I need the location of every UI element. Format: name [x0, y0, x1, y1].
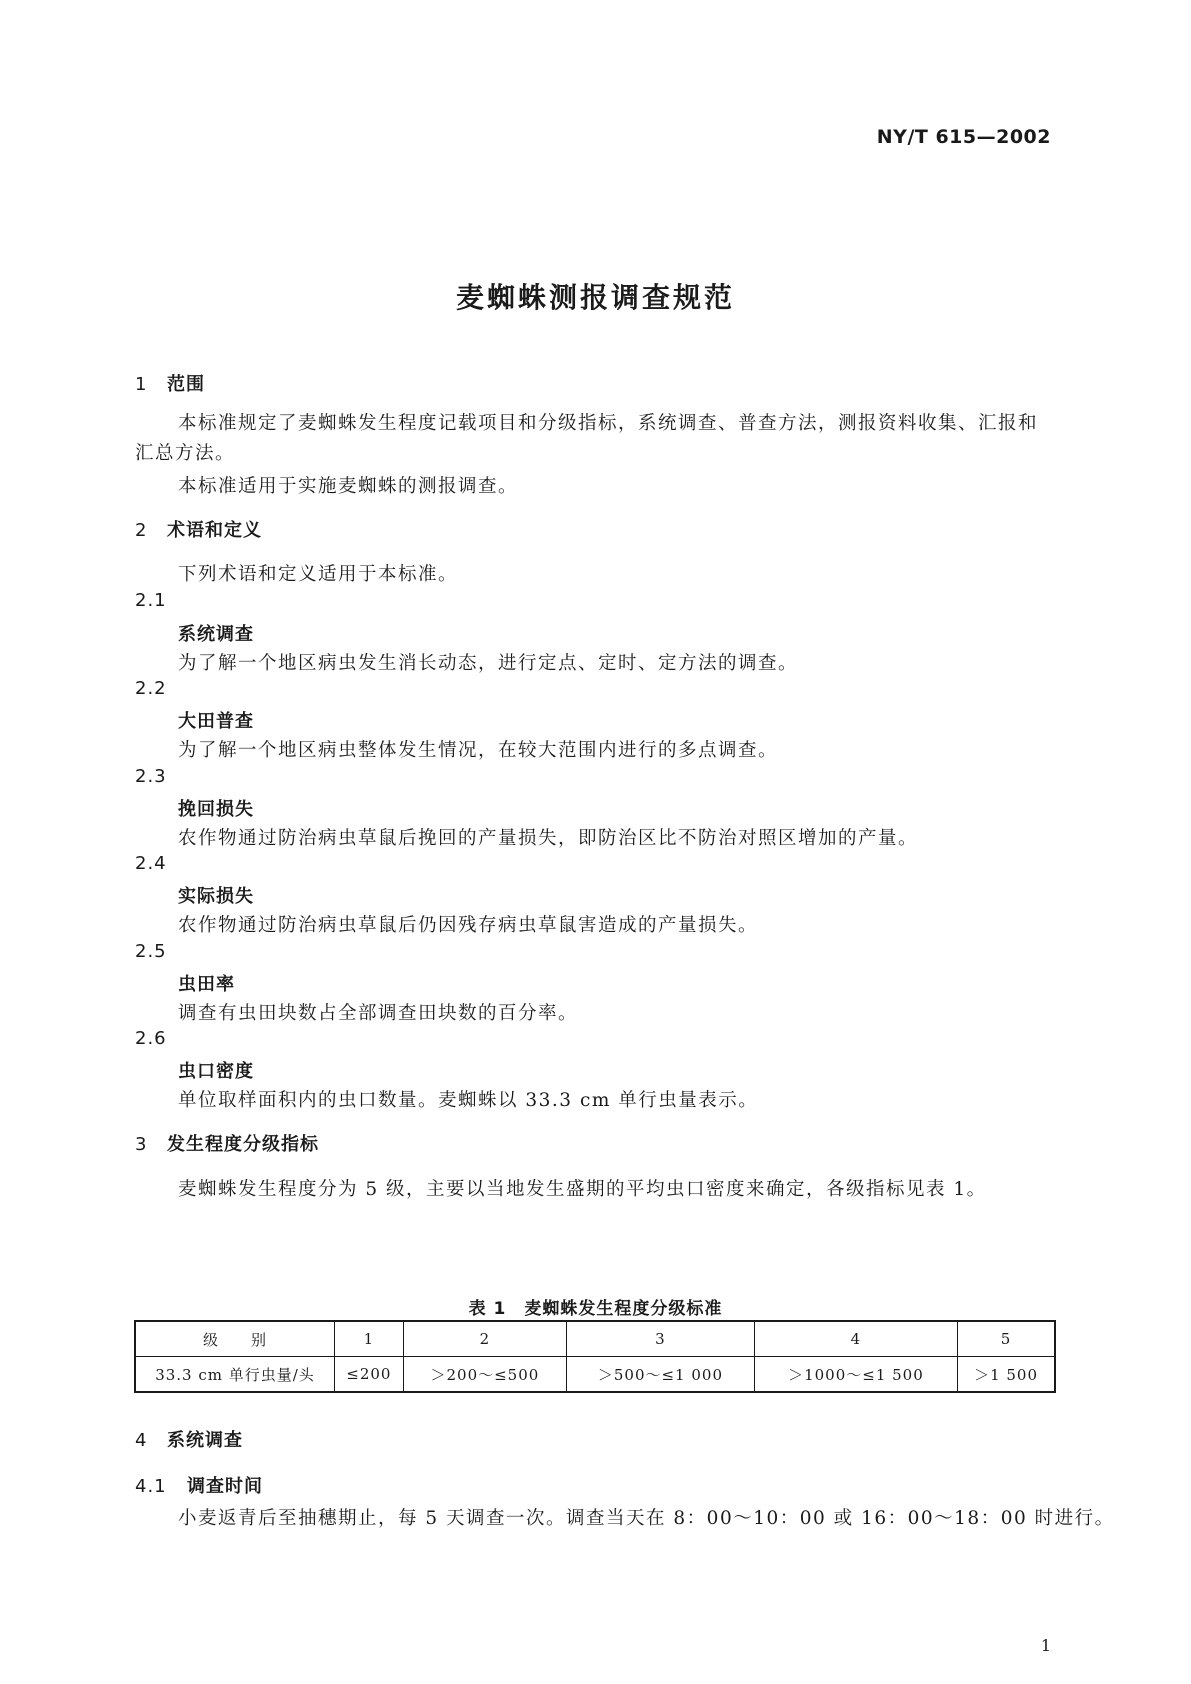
section-number: 3	[135, 1134, 148, 1155]
value-cell: ＞1000～≤1 500	[754, 1357, 957, 1393]
section-title: 范围	[167, 374, 205, 395]
subsection-number: 4.1	[135, 1476, 167, 1497]
term-definition: 调查有虫田块数占全部调查田块数的百分率。	[178, 1003, 579, 1024]
level-cell: 5	[958, 1321, 1055, 1357]
term-number: 2.3	[135, 766, 167, 787]
term-name: 虫口密度	[178, 1061, 254, 1082]
term-definition: 为了解一个地区病虫整体发生情况，在较大范围内进行的多点调查。	[178, 740, 779, 761]
term-name: 系统调查	[178, 624, 254, 645]
subsection-4-1-heading	[135, 1472, 263, 1498]
section-title: 系统调查	[167, 1430, 243, 1451]
standard-code: NY/T 615—2002	[876, 126, 1051, 148]
term-number: 2.5	[135, 941, 167, 962]
section-number: 1	[135, 374, 148, 395]
term-number: 2.1	[135, 590, 167, 611]
value-cell: ≤200	[335, 1357, 404, 1393]
section-1-heading	[135, 370, 205, 396]
table-row-label: 33.3 cm 单行虫量/头	[135, 1357, 335, 1393]
value-cell: ＞500～≤1 000	[567, 1357, 755, 1393]
level-cell: 3	[567, 1321, 755, 1357]
term-definition: 单位取样面积内的虫口数量。麦蜘蛛以 33.3 cm 单行虫量表示。	[178, 1090, 759, 1111]
section-1-paragraph: 本标准规定了麦蜘蛛发生程度记载项目和分级指标，系统调查、普查方法，测报资料收集、汇报和汇总方法。	[135, 413, 1039, 464]
value-cell: ＞200～≤500	[403, 1357, 566, 1393]
subsection-title: 调查时间	[187, 1476, 263, 1497]
table-row	[135, 1321, 1055, 1357]
term-number: 2.6	[135, 1028, 167, 1049]
section-4-heading	[135, 1426, 243, 1452]
term-name: 虫田率	[178, 974, 235, 995]
table-caption: 表 1 麦蜘蛛发生程度分级标准	[468, 1299, 723, 1319]
value-cell: ＞1 500	[958, 1357, 1055, 1393]
table-row	[135, 1357, 1055, 1393]
term-definition: 为了解一个地区病虫发生消长动态，进行定点、定时、定方法的调查。	[178, 653, 799, 674]
section-3-heading	[135, 1130, 319, 1156]
subsection-4-1-paragraph: 小麦返青后至抽穗期止，每 5 天调查一次。调查当天在 8：00～10：00 或 16：00～18：00 时进行。	[178, 1508, 1115, 1529]
table-header-label: 级 别	[135, 1321, 335, 1357]
grade-table	[134, 1320, 1056, 1393]
level-cell: 1	[335, 1321, 404, 1357]
term-name: 挽回损失	[178, 799, 254, 820]
term-number: 2.2	[135, 678, 167, 699]
page-number: 1	[1040, 1636, 1051, 1655]
section-title: 术语和定义	[167, 520, 262, 541]
section-3-paragraph: 麦蜘蛛发生程度分为 5 级，主要以当地发生盛期的平均虫口密度来确定，各级指标见表 1。	[178, 1179, 987, 1200]
section-number: 4	[135, 1430, 148, 1451]
section-title: 发生程度分级指标	[167, 1134, 319, 1155]
term-name: 大田普查	[178, 711, 254, 732]
level-cell: 2	[403, 1321, 566, 1357]
section-2-intro: 下列术语和定义适用于本标准。	[178, 564, 459, 585]
term-definition: 农作物通过防治病虫草鼠后仍因残存病虫草鼠害造成的产量损失。	[178, 915, 759, 936]
term-name: 实际损失	[178, 886, 254, 907]
level-cell: 4	[754, 1321, 957, 1357]
section-number: 2	[135, 520, 148, 541]
term-number: 2.4	[135, 853, 167, 874]
section-2-heading	[135, 516, 262, 542]
document-title: 麦蜘蛛测报调查规范	[455, 281, 735, 314]
term-definition: 农作物通过防治病虫草鼠后挽回的产量损失，即防治区比不防治对照区增加的产量。	[178, 828, 919, 849]
section-1-paragraph: 本标准适用于实施麦蜘蛛的测报调查。	[178, 476, 519, 497]
